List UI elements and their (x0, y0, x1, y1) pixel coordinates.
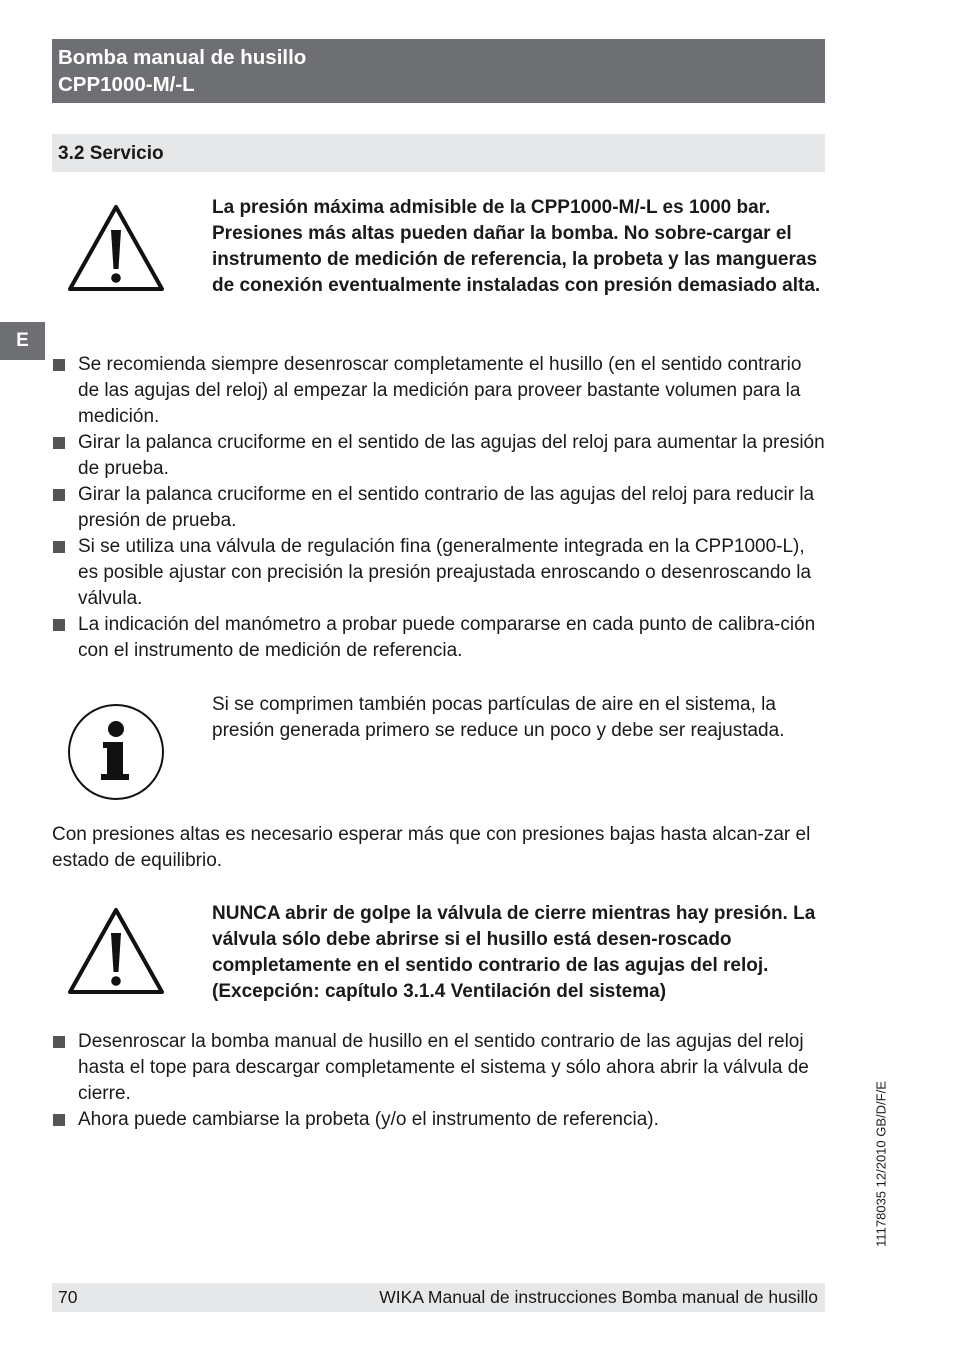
list-item: Si se utiliza una válvula de regulación fina (generalmente integrada en la CPP1000-L), es posible ajustar con precisión la presión preajustada enroscando o desenroscando la válvula. (52, 534, 826, 612)
document-code (873, 1075, 889, 1253)
bullet-square-icon (53, 437, 65, 449)
document-header (52, 39, 825, 103)
bullet-square-icon (53, 489, 65, 501)
warning-text-pressure: La presión máxima admisible de la CPP1000-M/-L es 1000 bar. Presiones más altas pueden dañar la bomba. No sobre-cargar el instrumento de medición de referencia, la probeta y las mangueras de conexión eventualmente instaladas con presión demasiado alta. (212, 197, 821, 296)
list-item: Ahora puede cambiarse la probeta (y/o el instrumento de referencia). (52, 1107, 826, 1133)
bullet-square-icon (53, 359, 65, 371)
bullet-square-icon (53, 1036, 65, 1048)
bullet-square-icon (53, 619, 65, 631)
section-title-bar (52, 134, 825, 172)
warning-triangle-icon (66, 203, 166, 293)
list-item: Girar la palanca cruciforme en el sentido de las agujas del reloj para aumentar la presión de prueba. (52, 430, 826, 482)
document-code-text: 11178035 12/2010 GB/D/F/E (873, 1081, 889, 1247)
bullet-square-icon (53, 1114, 65, 1126)
footer-title: WIKA Manual de instrucciones Bomba manual de husillo (379, 1287, 818, 1307)
language-tab-label: E (16, 330, 29, 351)
header-model: CPP1000-M/-L (58, 73, 195, 96)
info-text-air-particles: Si se comprimen también pocas partículas de aire en el sistema, la presión generada primero se reduce un poco y debe ser reajustada. (212, 694, 785, 741)
language-tab (0, 322, 45, 360)
bullet-square-icon (53, 541, 65, 553)
list-item: Se recomienda siempre desenroscar completamente el husillo (en el sentido contrario de las agujas del reloj) al empezar la medición para proveer bastante volumen para la medición. (52, 352, 826, 430)
page-footer (52, 1283, 825, 1312)
list-item: Girar la palanca cruciforme en el sentido contrario de las agujas del reloj para reducir la presión de prueba. (52, 482, 826, 534)
list-item: La indicación del manómetro a probar puede compararse en cada punto de calibra-ción con el instrumento de medición de referencia. (52, 612, 826, 664)
warning-triangle-icon (66, 906, 166, 996)
section-title: 3.2 Servicio (58, 143, 164, 164)
bullet-list-release (52, 1029, 826, 1133)
page-number: 70 (58, 1287, 78, 1307)
header-title: Bomba manual de husillo (58, 46, 307, 69)
warning-text-valve: NUNCA abrir de golpe la válvula de cierre mientras hay presión. La válvula sólo debe abrirse si el husillo está desen-roscado completamente en el sentido contrario de las agujas del reloj. (Excepción: capítulo 3.1.4 Ventilación del sistema) (212, 903, 816, 1002)
list-item: Desenroscar la bomba manual de husillo en el sentido contrario de las agujas del reloj hasta el tope para descargar completamente el sistema y sólo ahora abrir la válvula de cierre. (52, 1029, 826, 1107)
paragraph-equilibrium: Con presiones altas es necesario esperar más que con presiones bajas hasta alcan-zar el estado de equilibrio. (52, 824, 811, 871)
info-icon (66, 702, 166, 802)
bullet-list-operation (52, 352, 826, 664)
